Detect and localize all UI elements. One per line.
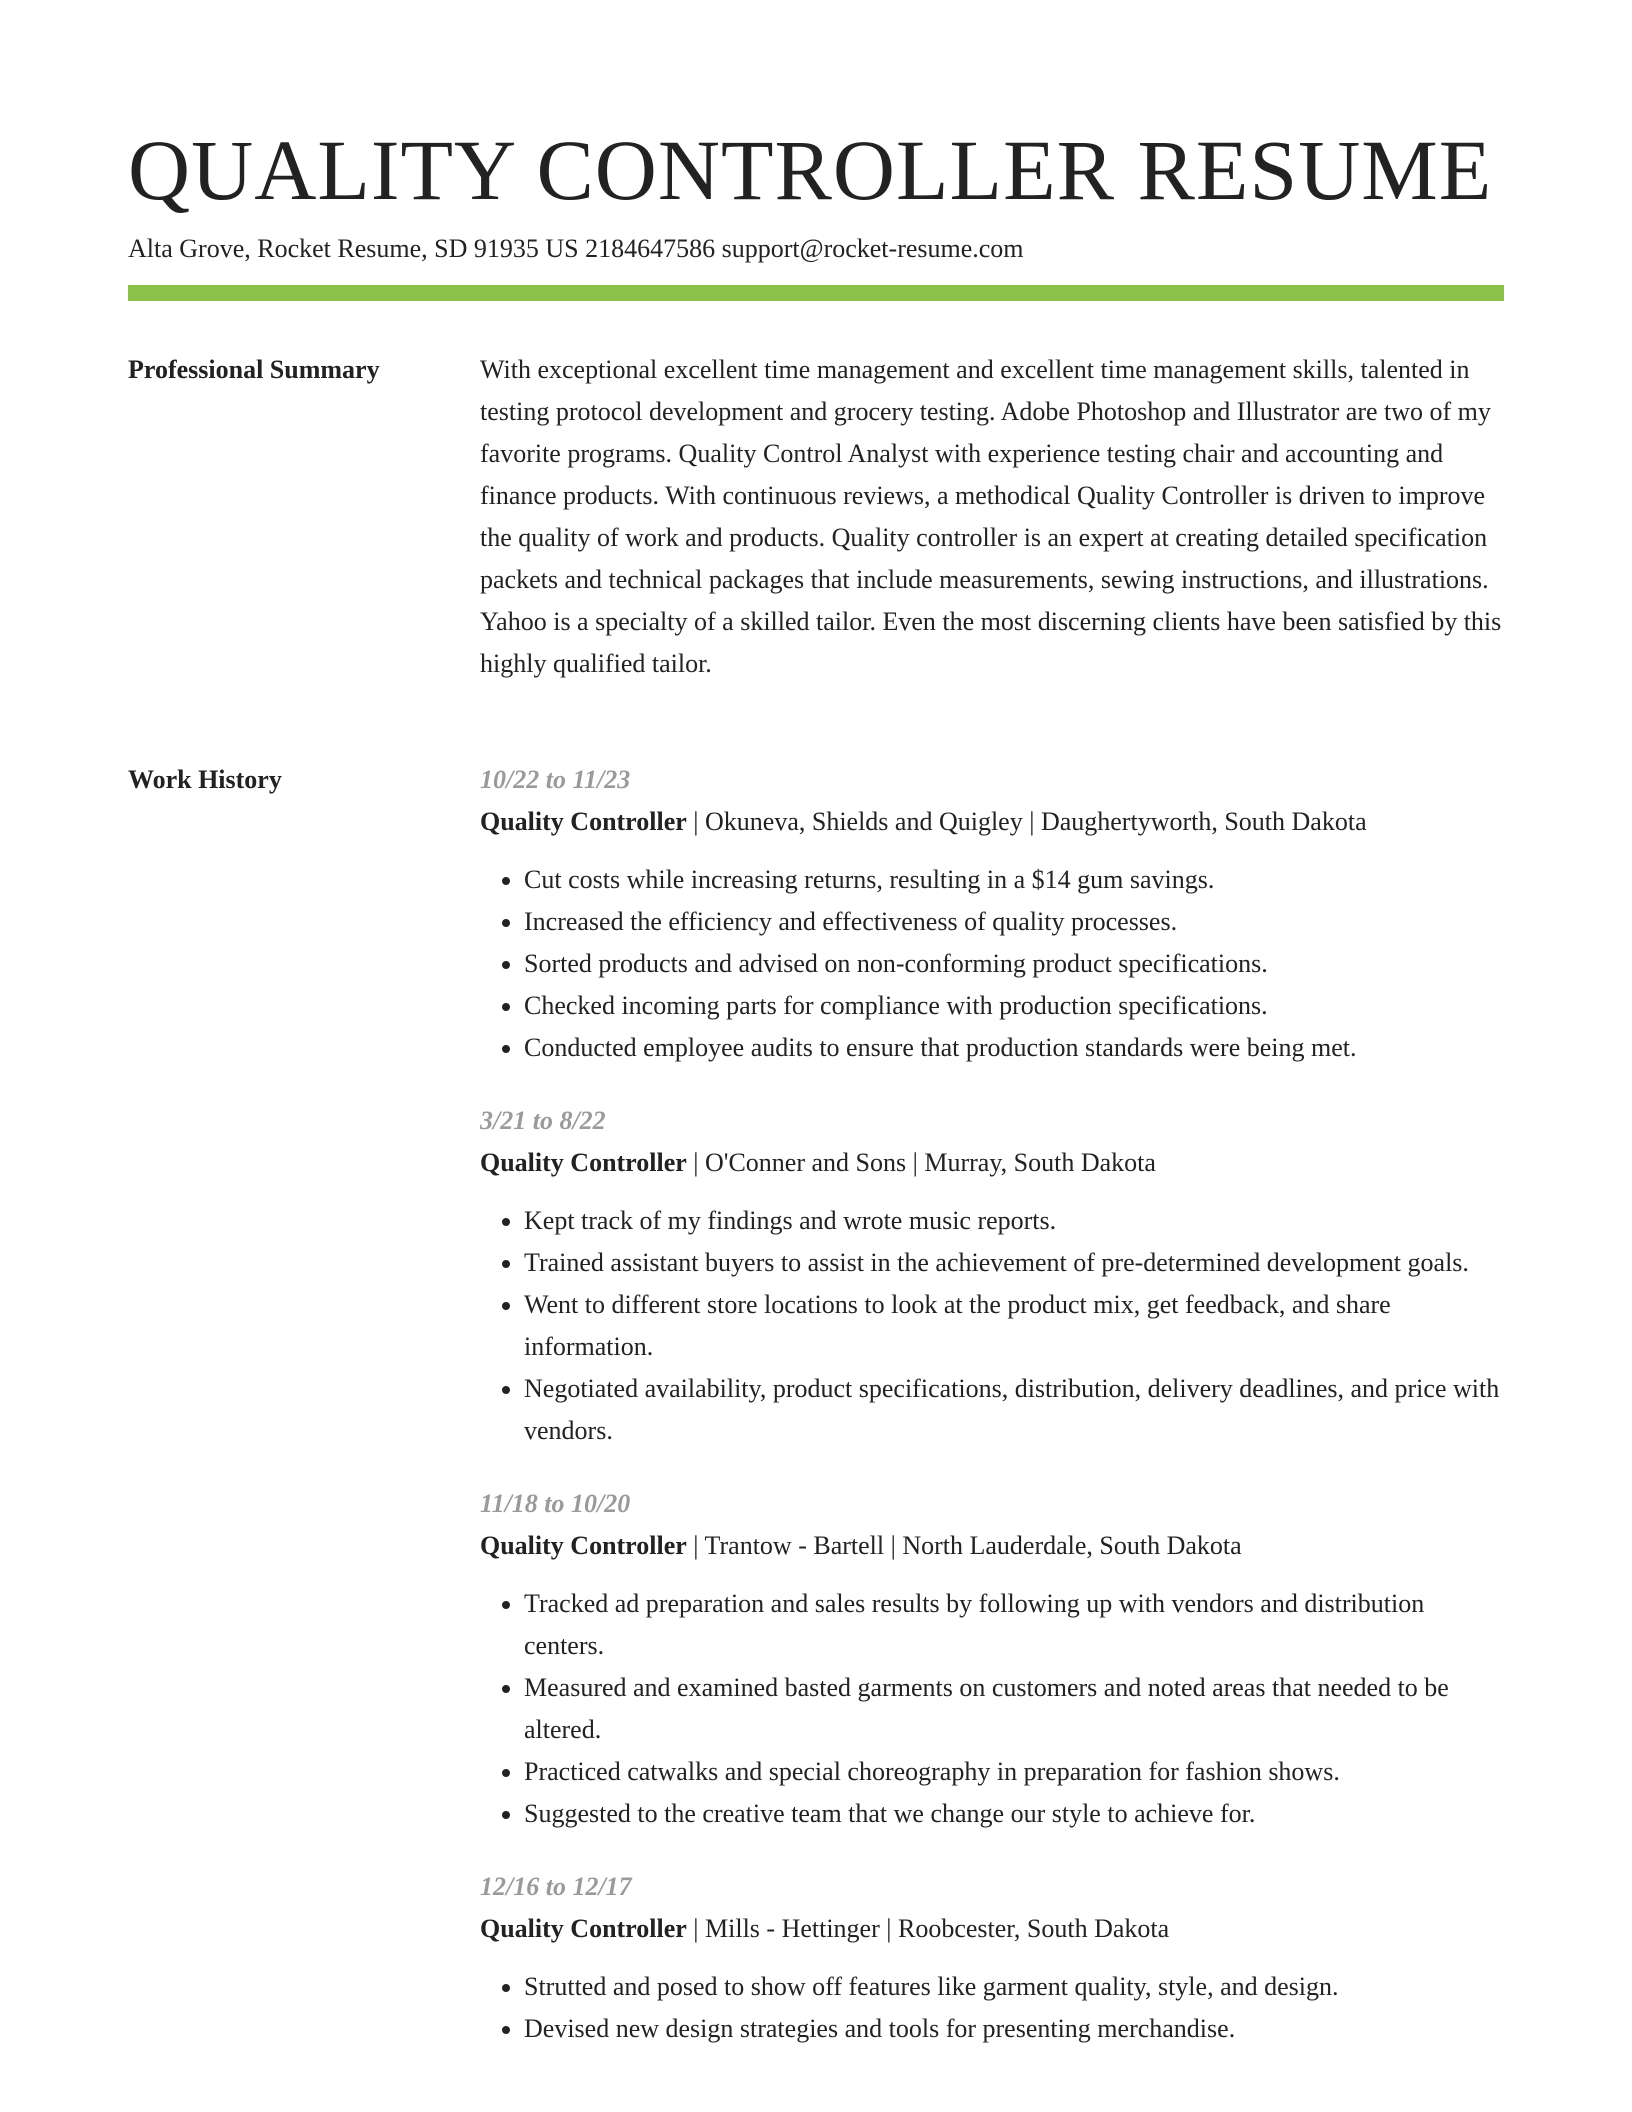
- job-dates: 3/21 to 8/22: [480, 1106, 606, 1135]
- job-heading: [480, 1525, 1504, 1567]
- job-separator: |: [686, 1531, 705, 1560]
- job-bullet: • Checked incoming parts for compliance with production specifications.: [524, 985, 1504, 1027]
- job-bullet: • Suggested to the creative team that we change our style to achieve for.: [524, 1793, 1504, 1835]
- job-location: Daughertyworth, South Dakota: [1040, 807, 1367, 836]
- job-separator: |: [686, 807, 705, 836]
- job-heading: [480, 1142, 1504, 1184]
- job-bullet: • Went to different store locations to look at the product mix, get feedback, and share information.: [524, 1284, 1504, 1368]
- job-separator: |: [1022, 807, 1041, 836]
- job-entry: [480, 1100, 1504, 1452]
- job-bullet: • Cut costs while increasing returns, resulting in a $14 gum savings.: [524, 859, 1504, 901]
- job-separator: |: [686, 1914, 705, 1943]
- job-bullet: • Strutted and posed to show off features like garment quality, style, and design.: [524, 1966, 1504, 2008]
- job-company: Trantow - Bartell: [704, 1531, 885, 1560]
- job-separator: |: [879, 1914, 898, 1943]
- job-entry: [480, 1483, 1504, 1835]
- section-heading-work-history: Work History: [128, 765, 282, 794]
- section-heading-summary: Professional Summary: [128, 355, 380, 384]
- contact-email: support@rocket-resume.com: [721, 234, 1024, 263]
- job-bullet: • Trained assistant buyers to assist in the achievement of pre-determined development goals.: [524, 1242, 1504, 1284]
- job-location: North Lauderdale, South Dakota: [902, 1531, 1242, 1560]
- job-separator: |: [884, 1531, 903, 1560]
- job-bullets: [480, 1966, 1504, 2050]
- job-bullets: [480, 1583, 1504, 1835]
- job-heading: [480, 1908, 1504, 1950]
- job-title: Quality Controller: [480, 1914, 687, 1943]
- job-dates: 11/18 to 10/20: [480, 1489, 631, 1518]
- job-bullets: [480, 859, 1504, 1069]
- job-bullet: • Measured and examined basted garments on customers and noted areas that needed to be altered.: [524, 1667, 1504, 1751]
- work-history-list: [480, 759, 1504, 2081]
- job-location: Roobcester, South Dakota: [897, 1914, 1170, 1943]
- job-separator: |: [906, 1148, 925, 1177]
- summary-text: With exceptional excellent time management and excellent time management skills, talented in testing protocol development and grocery testing. Adobe Photoshop and Illustrator are two of my favorite programs. Quality Control Analyst with experience testing chair and accounting and finance products. With continuous reviews, a methodical Quality Controller is driven to improve the quality of work and products. Quality controller is an expert at creating detailed specification packets and technical packages that include measurements, sewing instructions, and illustrations. Yahoo is a specialty of a skilled tailor. Even the most discerning clients have been satisfied by this highly qualified tailor.: [480, 355, 1502, 678]
- contact-address: Alta Grove, Rocket Resume, SD 91935 US: [128, 234, 579, 263]
- job-separator: |: [686, 1148, 705, 1177]
- job-dates: 12/16 to 12/17: [480, 1872, 632, 1901]
- job-company: Mills - Hettinger: [705, 1914, 880, 1943]
- job-bullet: • Sorted products and advised on non-conforming product specifications.: [524, 943, 1504, 985]
- contact-line: [128, 231, 1024, 267]
- job-company: O'Conner and Sons: [705, 1148, 907, 1177]
- job-bullet: • Increased the efficiency and effectiveness of quality processes.: [524, 901, 1504, 943]
- job-company: Okuneva, Shields and Quigley: [705, 807, 1023, 836]
- job-bullet: • Kept track of my findings and wrote music reports.: [524, 1200, 1504, 1242]
- job-title: Quality Controller: [480, 1531, 687, 1560]
- job-bullet: • Negotiated availability, product specifications, distribution, delivery deadlines, and price with vendors.: [524, 1368, 1504, 1452]
- resume-title: QUALITY CONTROLLER RESUME: [128, 122, 1493, 218]
- job-heading: [480, 801, 1504, 843]
- summary-body: [480, 349, 1504, 685]
- job-bullet: • Devised new design strategies and tools for presenting merchandise.: [524, 2008, 1504, 2050]
- job-title: Quality Controller: [480, 807, 687, 836]
- job-bullet: • Tracked ad preparation and sales results by following up with vendors and distribution centers.: [524, 1583, 1504, 1667]
- job-dates: 10/22 to 11/23: [480, 765, 631, 794]
- header-divider: [128, 285, 1504, 301]
- job-entry: [480, 1866, 1504, 2050]
- contact-phone: 2184647586: [585, 234, 716, 263]
- job-bullet: • Conducted employee audits to ensure that production standards were being met.: [524, 1027, 1504, 1069]
- job-entry: [480, 759, 1504, 1069]
- job-location: Murray, South Dakota: [924, 1148, 1156, 1177]
- job-bullets: [480, 1200, 1504, 1452]
- job-bullet: • Practiced catwalks and special choreography in preparation for fashion shows.: [524, 1751, 1504, 1793]
- job-title: Quality Controller: [480, 1148, 687, 1177]
